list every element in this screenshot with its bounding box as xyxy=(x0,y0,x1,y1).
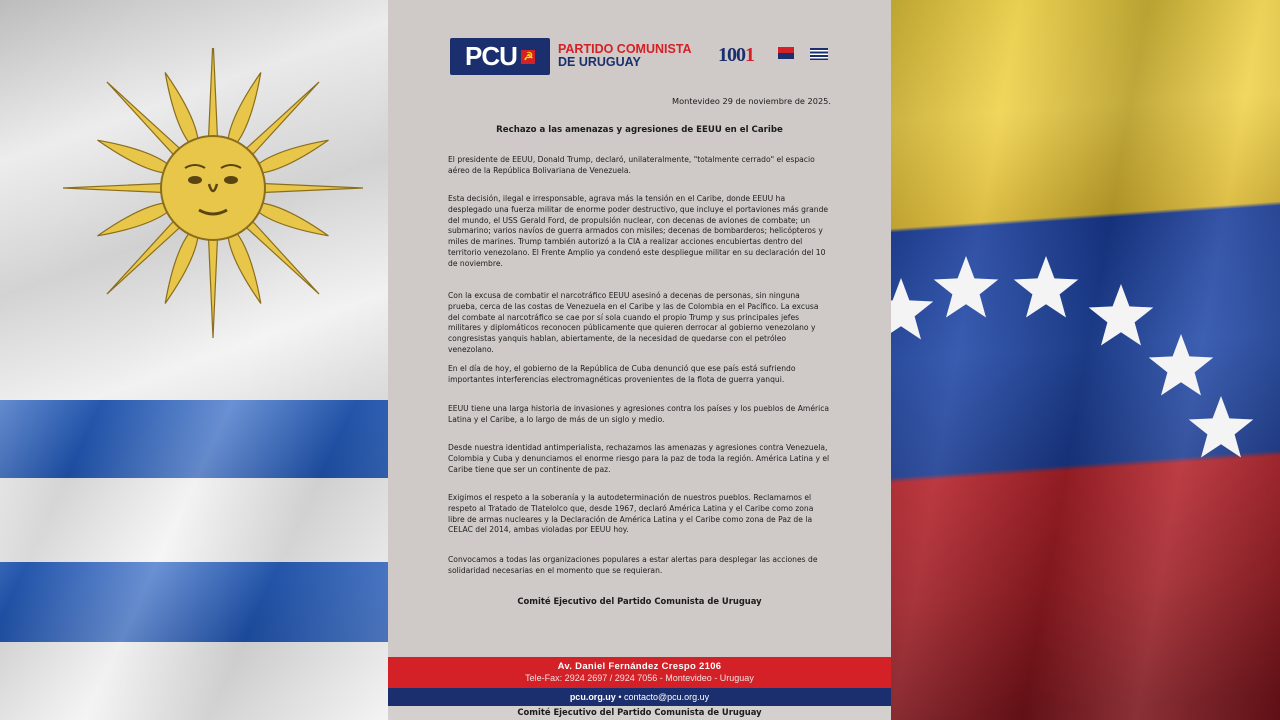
sun-ray xyxy=(257,203,328,236)
footer-signature-repeat: Comité Ejecutivo del Partido Comunista de Uruguay xyxy=(388,706,891,720)
letter-date: Montevideo 29 de noviembre de 2025. xyxy=(672,96,831,106)
star-icon xyxy=(1149,334,1214,396)
star-icon xyxy=(1089,284,1154,346)
sun-ray xyxy=(165,232,198,303)
footer-email: contacto@pcu.org.uy xyxy=(623,692,710,702)
pcu-logo-text: PCU xyxy=(465,41,517,71)
sun-ray xyxy=(98,140,169,173)
anniversary-logo xyxy=(718,44,754,67)
small-flags-logo xyxy=(778,47,828,64)
sun-ray xyxy=(257,140,328,173)
sun-ray xyxy=(209,238,218,338)
sun-ray xyxy=(63,184,163,193)
sun-ray xyxy=(209,48,218,138)
signature: Comité Ejecutivo del Partido Comunista de Uruguay xyxy=(517,596,762,606)
paragraph: El presidente de EEUU, Donald Trump, declaró, unilateralmente, "totalmente cerrado" el espacio aéreo de la República Bolivariana de Venezuela. xyxy=(448,155,815,175)
footer-contact-band xyxy=(388,688,891,706)
paragraph: EEUU tiene una larga historia de invasiones y agresiones contra los países y los pueblos de América Latina y el Caribe, a lo largo de más de un siglo y medio. xyxy=(448,404,830,424)
sun-ray xyxy=(165,73,198,144)
pcu-logo xyxy=(450,38,550,75)
paragraph: Con la excusa de combatir el narcotráfico EEUU asesinó a decenas de personas, sin ninguna prueba, cerca de las costas de Venezuela en el Caribe y las de Colombia en el Pacífico. La excusa del combate al narcotráfico se cae por sí sola cuando el propio Trump y sus principales jefes militares y diplomáticos reconocen públicamente que quieren derrocar al gobierno venezolano y congresistas yanquis hablan, abiertamente, de la necesidad de quedarse con el petróleo venezolano. xyxy=(448,291,819,354)
party-name-line1: PARTIDO COMUNISTA xyxy=(558,42,692,56)
anniversary-number-red: 1 xyxy=(745,44,754,66)
paragraph: Convocamos a todas las organizaciones populares a estar alertas para desplegar las acciones de solidaridad necesarias en el momento que se requieran. xyxy=(448,555,818,575)
star-icon xyxy=(1014,256,1079,318)
paragraph: En el día de hoy, el gobierno de la República de Cuba denunció que ese país está sufriendo importantes interferencias electromagnéticas provenientes de la flota de guerra yanqui. xyxy=(448,364,796,384)
paragraph: Esta decisión, ilegal e irresponsable, agrava más la tensión en el Caribe, donde EEUU ha desplegado una fuerza militar de enorme poder destructivo, que incluye el portaviones más grande del mundo, el USS Gerald Ford, de propulsión nuclear, con decenas de aviones de combate; un submarino; varios navíos de guerra armados con misiles; decenas de bombarderos; helicópteros y miles de marines. Trump también autorizó a la CIA a realizar acciones encubiertas dentro del territorio venezolano. El Frente Amplio ya condenó este despliegue militar en su declaración del 10 de noviembre. xyxy=(448,194,829,268)
flag-emblem-icon xyxy=(778,47,794,59)
sun-ray xyxy=(263,184,363,193)
paragraph: Desde nuestra identidad antimperialista, rechazamos las amenazas y agresiones contra Venezuela, Colombia y Cuba y denunciamos el enorme riesgo para la paz de toda la región. América Latina y el Caribe tiene que ser un continente de paz. xyxy=(448,443,830,474)
footer-website: pcu.org.uy xyxy=(569,692,616,702)
star-icon xyxy=(934,256,999,318)
venezuela-stars xyxy=(891,0,1280,720)
star-icon xyxy=(1189,396,1254,458)
footer-address: Av. Daniel Fernández Crespo 2106 xyxy=(557,661,722,672)
footer-separator: • xyxy=(615,692,624,702)
footer-phones: Tele-Fax: 2924 2697 / 2924 7056 - Montevideo - Uruguay xyxy=(525,673,754,683)
paragraph: Exigimos el respeto a la soberanía y la autodeterminación de nuestros pueblos. Reclamamos el respeto al Tratado de Tlatelolco que, desde 1967, declaró América Latina y el Caribe como zona libre de armas nucleares y la Declaración de América Latina y el Caribe como zona de Paz de la CELAC del 2014, ambas violadas por EEUU hoy. xyxy=(448,493,814,535)
anniversary-number: 100 xyxy=(718,44,745,66)
footer-address-band xyxy=(388,657,891,688)
declaration-document xyxy=(388,0,891,720)
party-name-line2: DE URUGUAY xyxy=(558,55,641,69)
sun-of-may-icon xyxy=(48,48,378,358)
sun-ray xyxy=(228,73,261,144)
striped-flag-icon xyxy=(810,48,828,60)
party-name xyxy=(558,43,692,69)
letter-title: Rechazo a las amenazas y agresiones de EEUU en el Caribe xyxy=(496,125,783,135)
hammer-sickle-icon: ☭ xyxy=(521,50,535,64)
venezuela-flag-image xyxy=(891,0,1280,720)
star-icon xyxy=(891,278,933,340)
text-emblem-icon xyxy=(795,47,807,59)
sun-ray xyxy=(98,203,169,236)
uruguay-flag-image xyxy=(0,0,388,720)
sun-ray xyxy=(228,232,261,303)
